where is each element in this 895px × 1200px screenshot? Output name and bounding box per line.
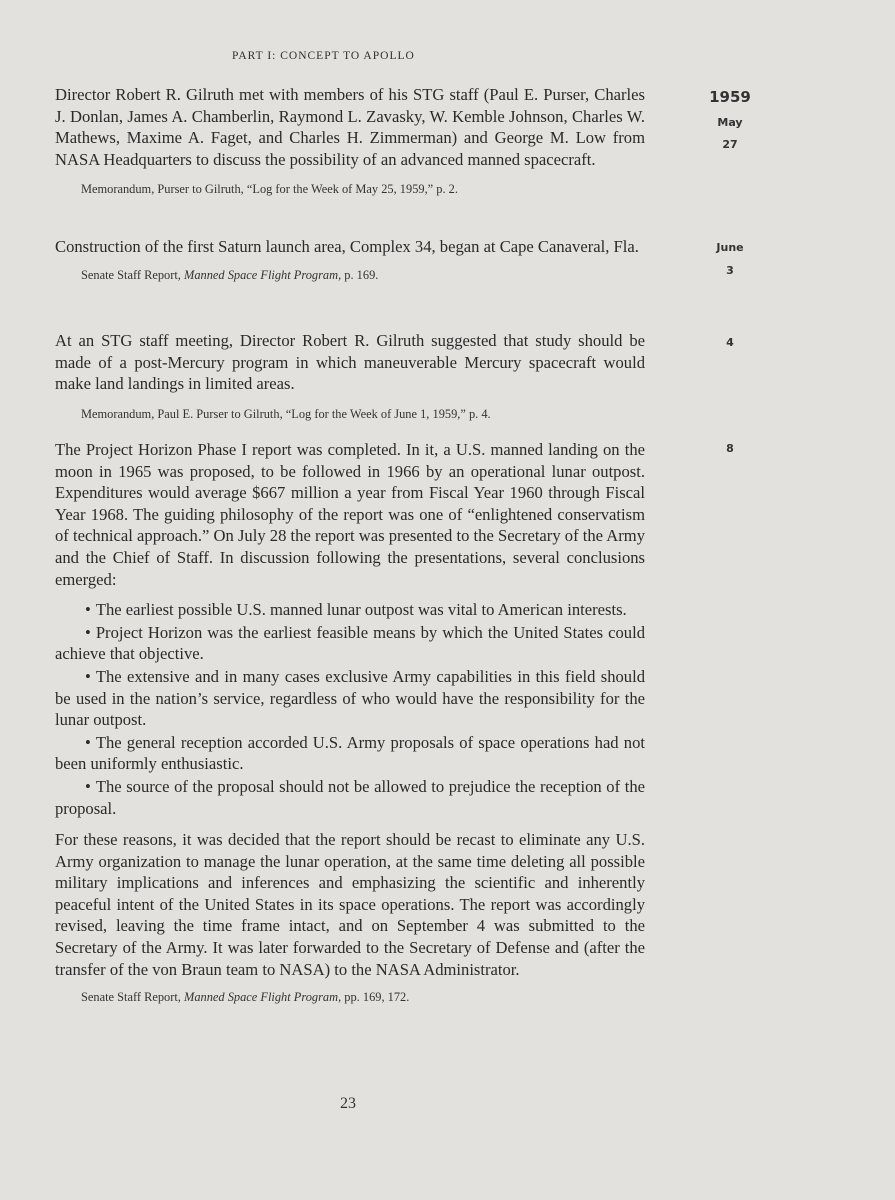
date-day: 8 — [726, 442, 734, 455]
date-month: May — [717, 116, 743, 129]
page-number: 23 — [340, 1095, 356, 1112]
list-item: • The source of the proposal should not be allowed to prejudice the reception of the proposal. — [55, 776, 645, 818]
entry-june-4 — [55, 330, 645, 422]
list-item: • Project Horizon was the earliest feasible means by which the United States could achieve that objective. — [55, 622, 645, 664]
entry-may-27 — [55, 84, 645, 197]
date-day: 27 — [722, 138, 738, 151]
date-month: June — [716, 241, 744, 254]
conclusions-list — [55, 599, 645, 819]
entry-citation: Memorandum, Paul E. Purser to Gilruth, “Log for the Week of June 1, 1959,” p. 4. — [81, 406, 491, 421]
entry-citation: Senate Staff Report, Manned Space Flight Program, pp. 169, 172. — [81, 990, 410, 1005]
entry-citation: Senate Staff Report, Manned Space Flight Program, p. 169. — [81, 267, 379, 282]
list-item: • The earliest possible U.S. manned lunar outpost was vital to American interests. — [85, 600, 627, 620]
list-item: • The general reception accorded U.S. Army proposals of space operations had not been uniformly enthusiastic. — [55, 732, 645, 774]
entry-june-8 — [55, 439, 645, 1005]
entry-citation: Memorandum, Purser to Gilruth, “Log for the Week of May 25, 1959,” p. 2. — [81, 182, 458, 197]
running-header: PART I: CONCEPT TO APOLLO — [232, 50, 415, 62]
entry-text: The Project Horizon Phase I report was completed. In it, a U.S. manned landing on the moon in 1965 was proposed, to be followed in 1966 by an operational lunar outpost. Expenditures would average $667 million a year from Fiscal Year 1960 through Fiscal Year 1968. The guiding philosophy of the report was one of “enlightened conservatism of technical approach.” On July 28 the report was presented to the Secretary of the Army and the Chief of Staff. In discussion following the presentations, several conclusions emerged: — [55, 440, 645, 589]
entry-closing-text: For these reasons, it was decided that the report should be recast to eliminate any U.S. Army organization to manage the lunar operation, at the same time deleting all possible military implications and inferences and emphasizing the scientific and inherently peaceful intent of the United States in its space operations. The report was accordingly revised, leaving the time frame intact, and on September 4 was submitted to the Secretary of the Army. It was later forwarded to the Secretary of Defense and (after the transfer of the von Braun team to NASA) to the NASA Administrator. — [55, 830, 645, 979]
date-year: 1959 — [709, 88, 751, 106]
entry-june-3 — [55, 236, 645, 283]
date-day: 3 — [726, 264, 734, 277]
list-item: • The extensive and in many cases exclusive Army capabilities in this field should be used in the nation’s service, regardless of who would have the responsibility for the lunar outpost. — [55, 666, 645, 730]
entry-text: Construction of the first Saturn launch area, Complex 34, began at Cape Canaveral, Fla. — [55, 237, 639, 256]
entry-text: Director Robert R. Gilruth met with members of his STG staff (Paul E. Purser, Charles J. Donlan, James A. Chamberlin, Raymond L. Zavasky, W. Kemble Johnson, Charles W. Mathews, Maxime A. Faget, and Charles H. Zimmerman) and George M. Low from NASA Headquarters to discuss the possibility of an advanced manned spacecraft. — [55, 85, 645, 169]
date-day: 4 — [726, 336, 734, 349]
entry-text: At an STG staff meeting, Director Robert R. Gilruth suggested that study should be made of a post-Mercury program in which maneuverable Mercury spacecraft would make land landings in limited areas. — [55, 331, 645, 394]
